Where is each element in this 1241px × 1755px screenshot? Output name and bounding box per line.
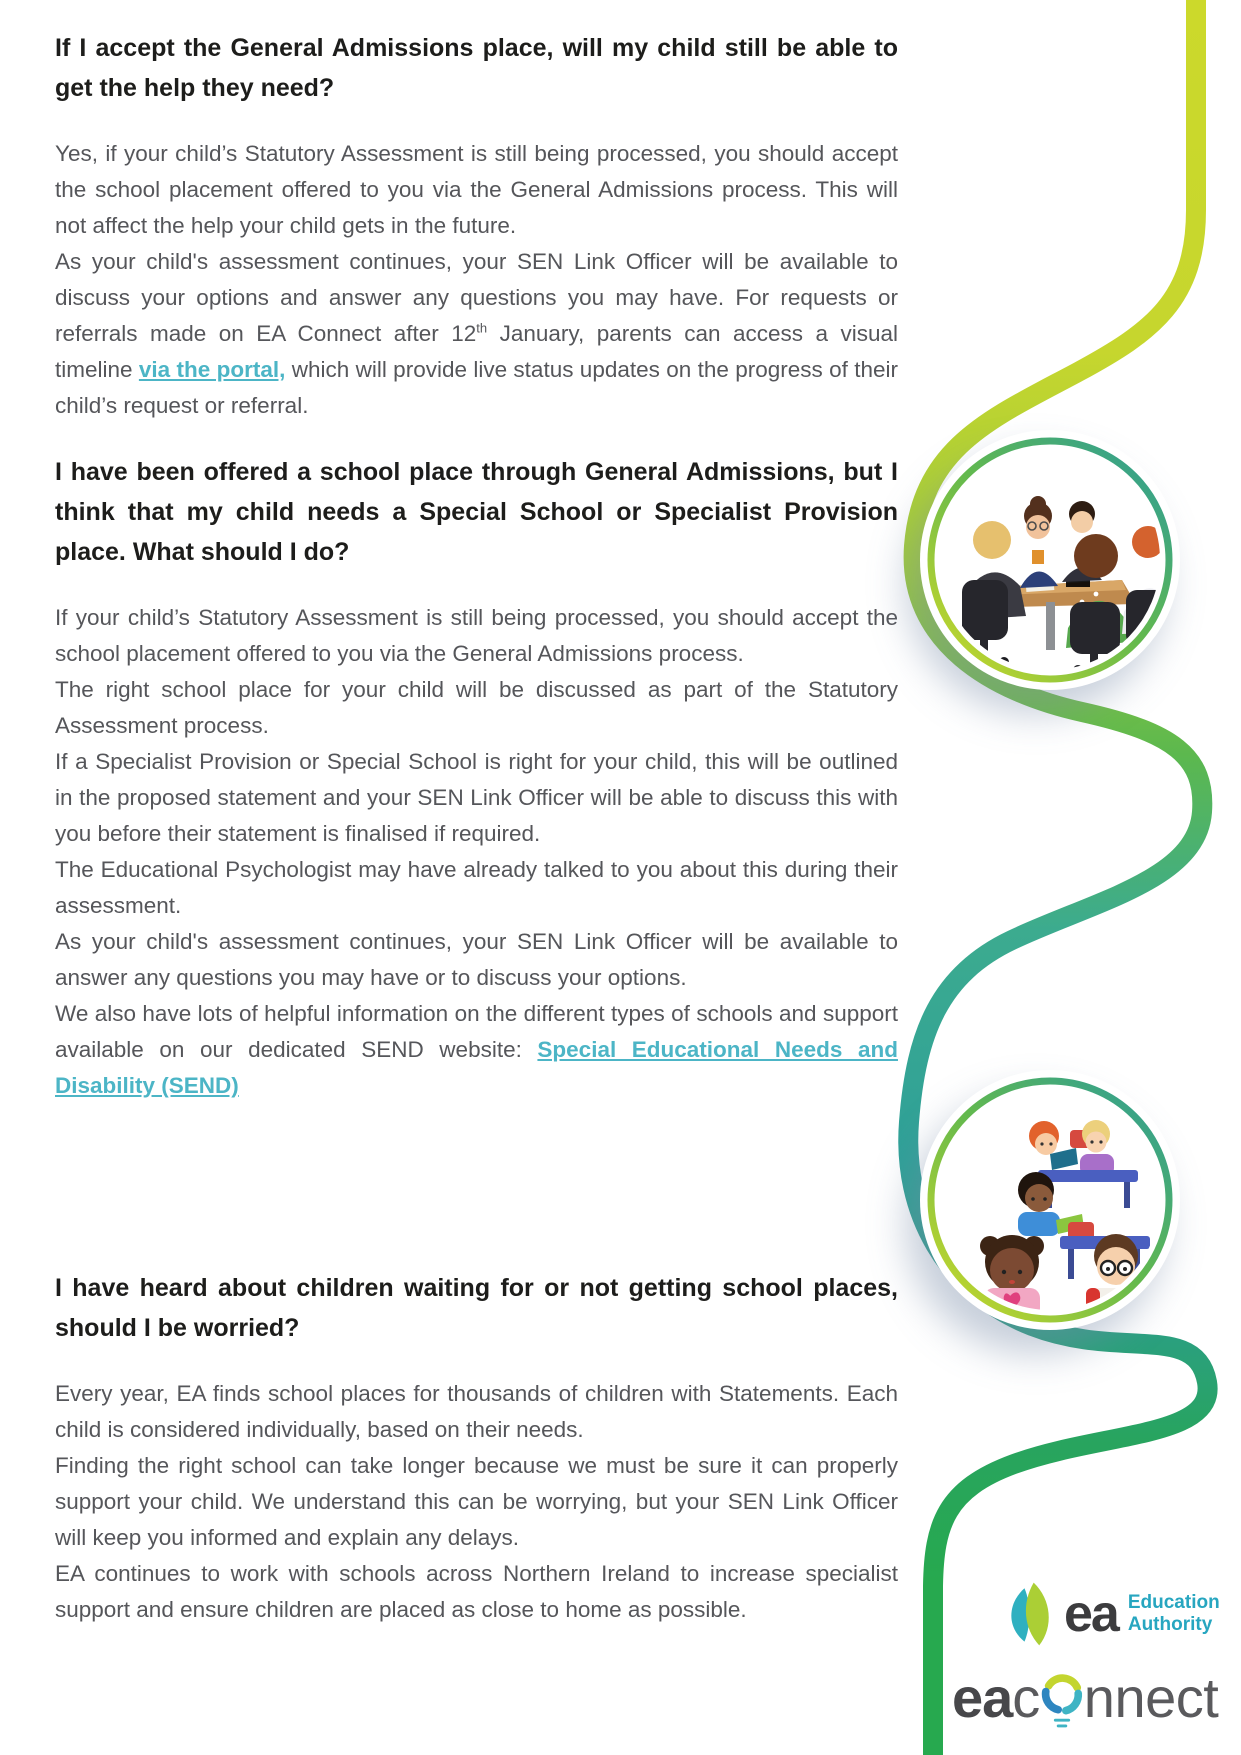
- via-the-portal-link[interactable]: via the portal,: [138, 357, 286, 382]
- question-heading: I have been offered a school place through General Admissions, but I think that my child needs a Special School or Specialist Provision place. What should I do?: [55, 458, 898, 566]
- paragraph: [55, 996, 898, 1104]
- paragraph: If your child’s Statutory Assessment is still being processed, you should accept the school placement offered to you via the General Admissions process.: [55, 605, 898, 666]
- paragraph: Every year, EA finds school places for thousands of children with Statements. Each child is considered individually, based on their needs.: [55, 1381, 898, 1442]
- paragraph: EA continues to work with schools across Northern Ireland to increase specialist support and ensure children are placed as close to home as possible.: [55, 1561, 898, 1622]
- ordinal-superscript: th: [476, 320, 488, 336]
- paragraph: Finding the right school can take longer because we must be sure it can properly support your child. We understand this can be worrying, but your SEN Link Officer will keep you informed and explain any delays.: [55, 1453, 898, 1550]
- paragraph: As your child's assessment continues, your SEN Link Officer will be available to answer any questions you may have or to discuss your options.: [55, 929, 898, 990]
- question-heading: I have heard about children waiting for or not getting school places, should I be worried?: [55, 1274, 898, 1342]
- paragraph: Yes, if your child’s Statutory Assessment is still being processed, you should accept the school placement offered to you via the General Admissions process. This will not affect the help your child gets in the future.: [55, 141, 898, 238]
- ea-wordmark: ea: [1064, 1585, 1118, 1643]
- meeting-illustration: [920, 430, 1180, 690]
- paragraph-text: which will provide live status updates on the progress of their child’s request or referral.: [55, 357, 898, 418]
- children-reading-illustration: [920, 1070, 1180, 1330]
- paragraph-text: We also have lots of helpful information on the different types of schools and support available on our dedicated SEND website:: [55, 1001, 898, 1062]
- photo-circle-children: [920, 1070, 1180, 1330]
- paragraph: The Educational Psychologist may have already talked to you about this during their assessment.: [55, 857, 898, 918]
- eaconnect-ea: ea: [952, 1666, 1013, 1729]
- paragraph-text: January, parents can access a visual timeline: [55, 321, 898, 382]
- paragraph: If a Specialist Provision or Special School is right for your child, this will be outlined in the proposed statement and your SEN Link Officer will be able to discuss this with you before their statement is finalised if required.: [55, 749, 898, 846]
- paragraph: The right school place for your child will be discussed as part of the Statutory Assessment process.: [55, 677, 898, 738]
- question-heading: If I accept the General Admissions place, will my child still be able to get the help they need?: [55, 34, 898, 102]
- faq-section-1: [55, 28, 898, 424]
- paragraph: [55, 244, 898, 424]
- faq-section-3: [55, 1268, 898, 1628]
- photo-circle-meeting: [920, 430, 1180, 690]
- eaconnect-logo: [952, 1656, 1219, 1729]
- faq-section-2: [55, 452, 898, 1104]
- ea-tagline-line1: Education: [1127, 1592, 1220, 1613]
- eaconnect-nnect: nnect: [1083, 1666, 1219, 1729]
- eaconnect-c: c: [1012, 1666, 1040, 1729]
- ea-tagline: [1128, 1592, 1220, 1636]
- ea-tagline-line2: Authority: [1127, 1614, 1213, 1635]
- send-website-link[interactable]: Special Educational Needs and Disability (SEND): [55, 1037, 898, 1098]
- lightbulb-o-icon: [1041, 1672, 1083, 1734]
- ea-leaf-icon: [1002, 1579, 1058, 1649]
- paragraph-text: As your child's assessment continues, your SEN Link Officer will be available to discuss your options and answer any questions you may have. For requests or referrals made on EA Connect after 12: [55, 249, 898, 346]
- ea-education-authority-logo: [1002, 1576, 1234, 1652]
